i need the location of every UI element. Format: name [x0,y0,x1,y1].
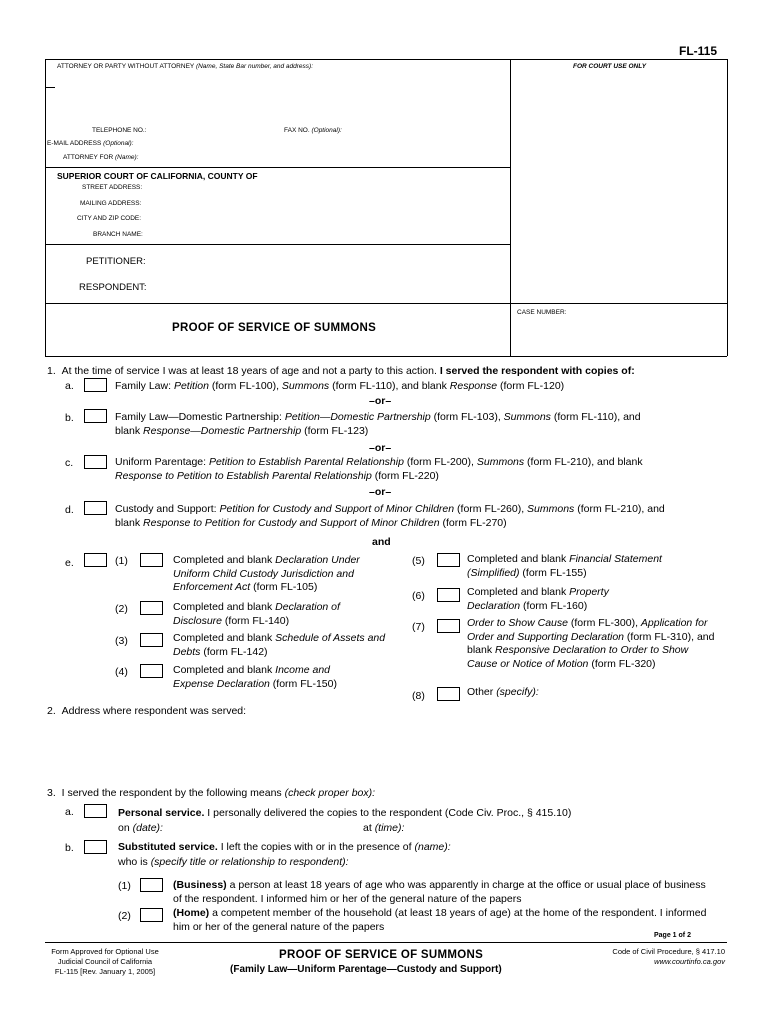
item3-a-date: on (date): [118,822,163,834]
item3-a-time: at (time): [363,822,405,834]
item1-e2-num: (2) [115,603,128,615]
item1-e1-checkbox[interactable] [140,553,163,567]
item1-a-text: Family Law: Petition (form FL-100), Summons (form FL-110), and blank Response (form FL-120) [115,380,565,392]
form-number: FL-115 [679,44,718,58]
item1-e1-text: Completed and blank Declaration Under Uniform Child Custody Jurisdiction and Enforcement Act (form FL-105) [173,554,360,593]
or-separator-1: –or– [369,395,392,407]
footer-left: Form Approved for Optional Use Judicial Council of California FL-115 [Rev. January 1, 2005] [51,947,159,976]
page-number: Page 1 of 2 [654,932,691,939]
and-separator: and [372,536,391,548]
frame-divider [510,59,511,356]
item1-e1-num: (1) [115,555,128,567]
frame-h1 [45,167,510,168]
or-separator-3: –or– [369,486,392,498]
item1-e5-text: Completed and blank Financial Statement (Simplified) (form FL-155) [467,553,662,579]
item1-e8-num: (8) [412,690,425,702]
item1-e6-checkbox[interactable] [437,588,460,602]
item3-a-checkbox[interactable] [84,804,107,818]
item1-e4-text: Completed and blank Income and Expense Declaration (form FL-150) [173,664,337,690]
item3-intro: 3. I served the respondent by the following means (check proper box): [47,787,376,799]
respondent-label: RESPONDENT: [79,282,147,293]
item1-e7-checkbox[interactable] [437,619,460,633]
item2-address: 2. Address where respondent was served: [47,705,247,717]
frame-h3 [45,303,727,304]
item1-intro: 1. At the time of service I was at least 18 years of age and not a party to this action. I served the respondent with copies of: [47,365,635,377]
item1-d-letter: d. [65,504,74,516]
court-use-label: FOR COURT USE ONLY [573,63,647,70]
item1-e-checkbox[interactable] [84,553,107,567]
item3-b1-checkbox[interactable] [140,878,163,892]
item1-e3-text: Completed and blank Schedule of Assets and Debts (form FL-142) [173,632,386,658]
item3-b-checkbox[interactable] [84,840,107,854]
item1-e6-text: Completed and blank Property Declaration (form FL-160) [467,586,609,612]
frame-left [45,59,46,356]
item1-c-letter: c. [65,457,74,469]
footer-title: PROOF OF SERVICE OF SUMMONS [279,949,484,961]
item1-e7-num: (7) [412,621,425,633]
frame-top [45,59,727,60]
item1-e5-num: (5) [412,555,425,567]
item1-c-checkbox[interactable] [84,455,107,469]
footer-right: Code of Civil Procedure, § 417.10 www.courtinfo.ca.gov [612,947,725,966]
frame-h2 [45,244,510,245]
footer-rule [45,942,727,943]
item1-a-letter: a. [65,380,74,392]
telephone-label: TELEPHONE NO.: [92,127,147,134]
mailing-label: MAILING ADDRESS: [80,200,142,207]
item1-c-text: Uniform Parentage: Petition to Establish Parental Relationship (form FL-200), Summons (form FL-210), and blank Response to Petition to Establish Parental Relationship (form FL-220) [115,456,643,482]
item3-a-text: Personal service. I personally delivered the copies to the respondent (Code Civ. Proc., § 415.10) [118,807,572,819]
street-label: STREET ADDRESS: [82,184,143,191]
item1-e7-text: Order to Show Cause (form FL-300), Application for Order and Supporting Declaration (form FL-310), and blank Responsive Declaration to Order to Show Cause or Notice of Motion (form FL-320) [467,617,715,670]
petitioner-label: PETITIONER: [86,256,146,267]
item1-e4-checkbox[interactable] [140,664,163,678]
item1-e8-text: Other (specify): [467,686,539,698]
item3-a-letter: a. [65,806,74,818]
branch-label: BRANCH NAME: [93,231,143,238]
item1-d-text: Custody and Support: Petition for Custody and Support of Minor Children (form FL-260), Summons (form FL-210), and blank Response to Petition for Custody and Support of Minor Children (form FL-270) [115,503,665,529]
item1-e3-checkbox[interactable] [140,633,163,647]
item3-b2-checkbox[interactable] [140,908,163,922]
frame-right [727,59,728,356]
or-separator-2: –or– [369,442,392,454]
item1-b-text: Family Law—Domestic Partnership: Petition—Domestic Partnership (form FL-103), Summons (form FL-110), and blank Response—Domestic Partnership (form FL-123) [115,411,641,437]
footer-subtitle: (Family Law—Uniform Parentage—Custody and Support) [230,964,502,975]
item1-b-checkbox[interactable] [84,409,107,423]
item3-b-who: who is (specify title or relationship to respondent): [118,856,349,868]
item1-e8-checkbox[interactable] [437,687,460,701]
attorney-mark [45,87,55,88]
city-label: CITY AND ZIP CODE: [77,215,142,222]
item3-b1-num: (1) [118,880,131,892]
case-number-label: CASE NUMBER: [517,309,567,316]
item1-e2-text: Completed and blank Declaration of Disclosure (form FL-140) [173,601,340,627]
item3-b2-text: (Home) a competent member of the household (at least 18 years of age) at the home of the respondent. I informed him or her of the general nature of the papers [173,907,707,933]
item1-b-letter: b. [65,412,74,424]
item1-e2-checkbox[interactable] [140,601,163,615]
item1-a-checkbox[interactable] [84,378,107,392]
attorney-label: ATTORNEY OR PARTY WITHOUT ATTORNEY (Name, State Bar number, and address): [57,63,314,70]
page-title: PROOF OF SERVICE OF SUMMONS [172,322,377,334]
item1-e-letter: e. [65,557,74,569]
frame-bottom [45,356,727,357]
item1-e5-checkbox[interactable] [437,553,460,567]
court-label: SUPERIOR COURT OF CALIFORNIA, COUNTY OF [57,171,258,181]
email-label: E-MAIL ADDRESS (Optional): [47,140,134,147]
item3-b-letter: b. [65,842,74,854]
item1-d-checkbox[interactable] [84,501,107,515]
item3-b2-num: (2) [118,910,131,922]
item3-b-text: Substituted service. I left the copies with or in the presence of (name): [118,841,451,853]
item3-b1-text: (Business) a person at least 18 years of age who was apparently in charge at the office or usual place of business of the respondent. I informed him or her of the general nature of the papers [173,879,706,905]
item1-e6-num: (6) [412,590,425,602]
item1-e3-num: (3) [115,635,128,647]
fax-label: FAX NO. (Optional): [284,127,342,134]
attorney-for-label: ATTORNEY FOR (Name): [63,154,139,161]
item1-e4-num: (4) [115,666,128,678]
